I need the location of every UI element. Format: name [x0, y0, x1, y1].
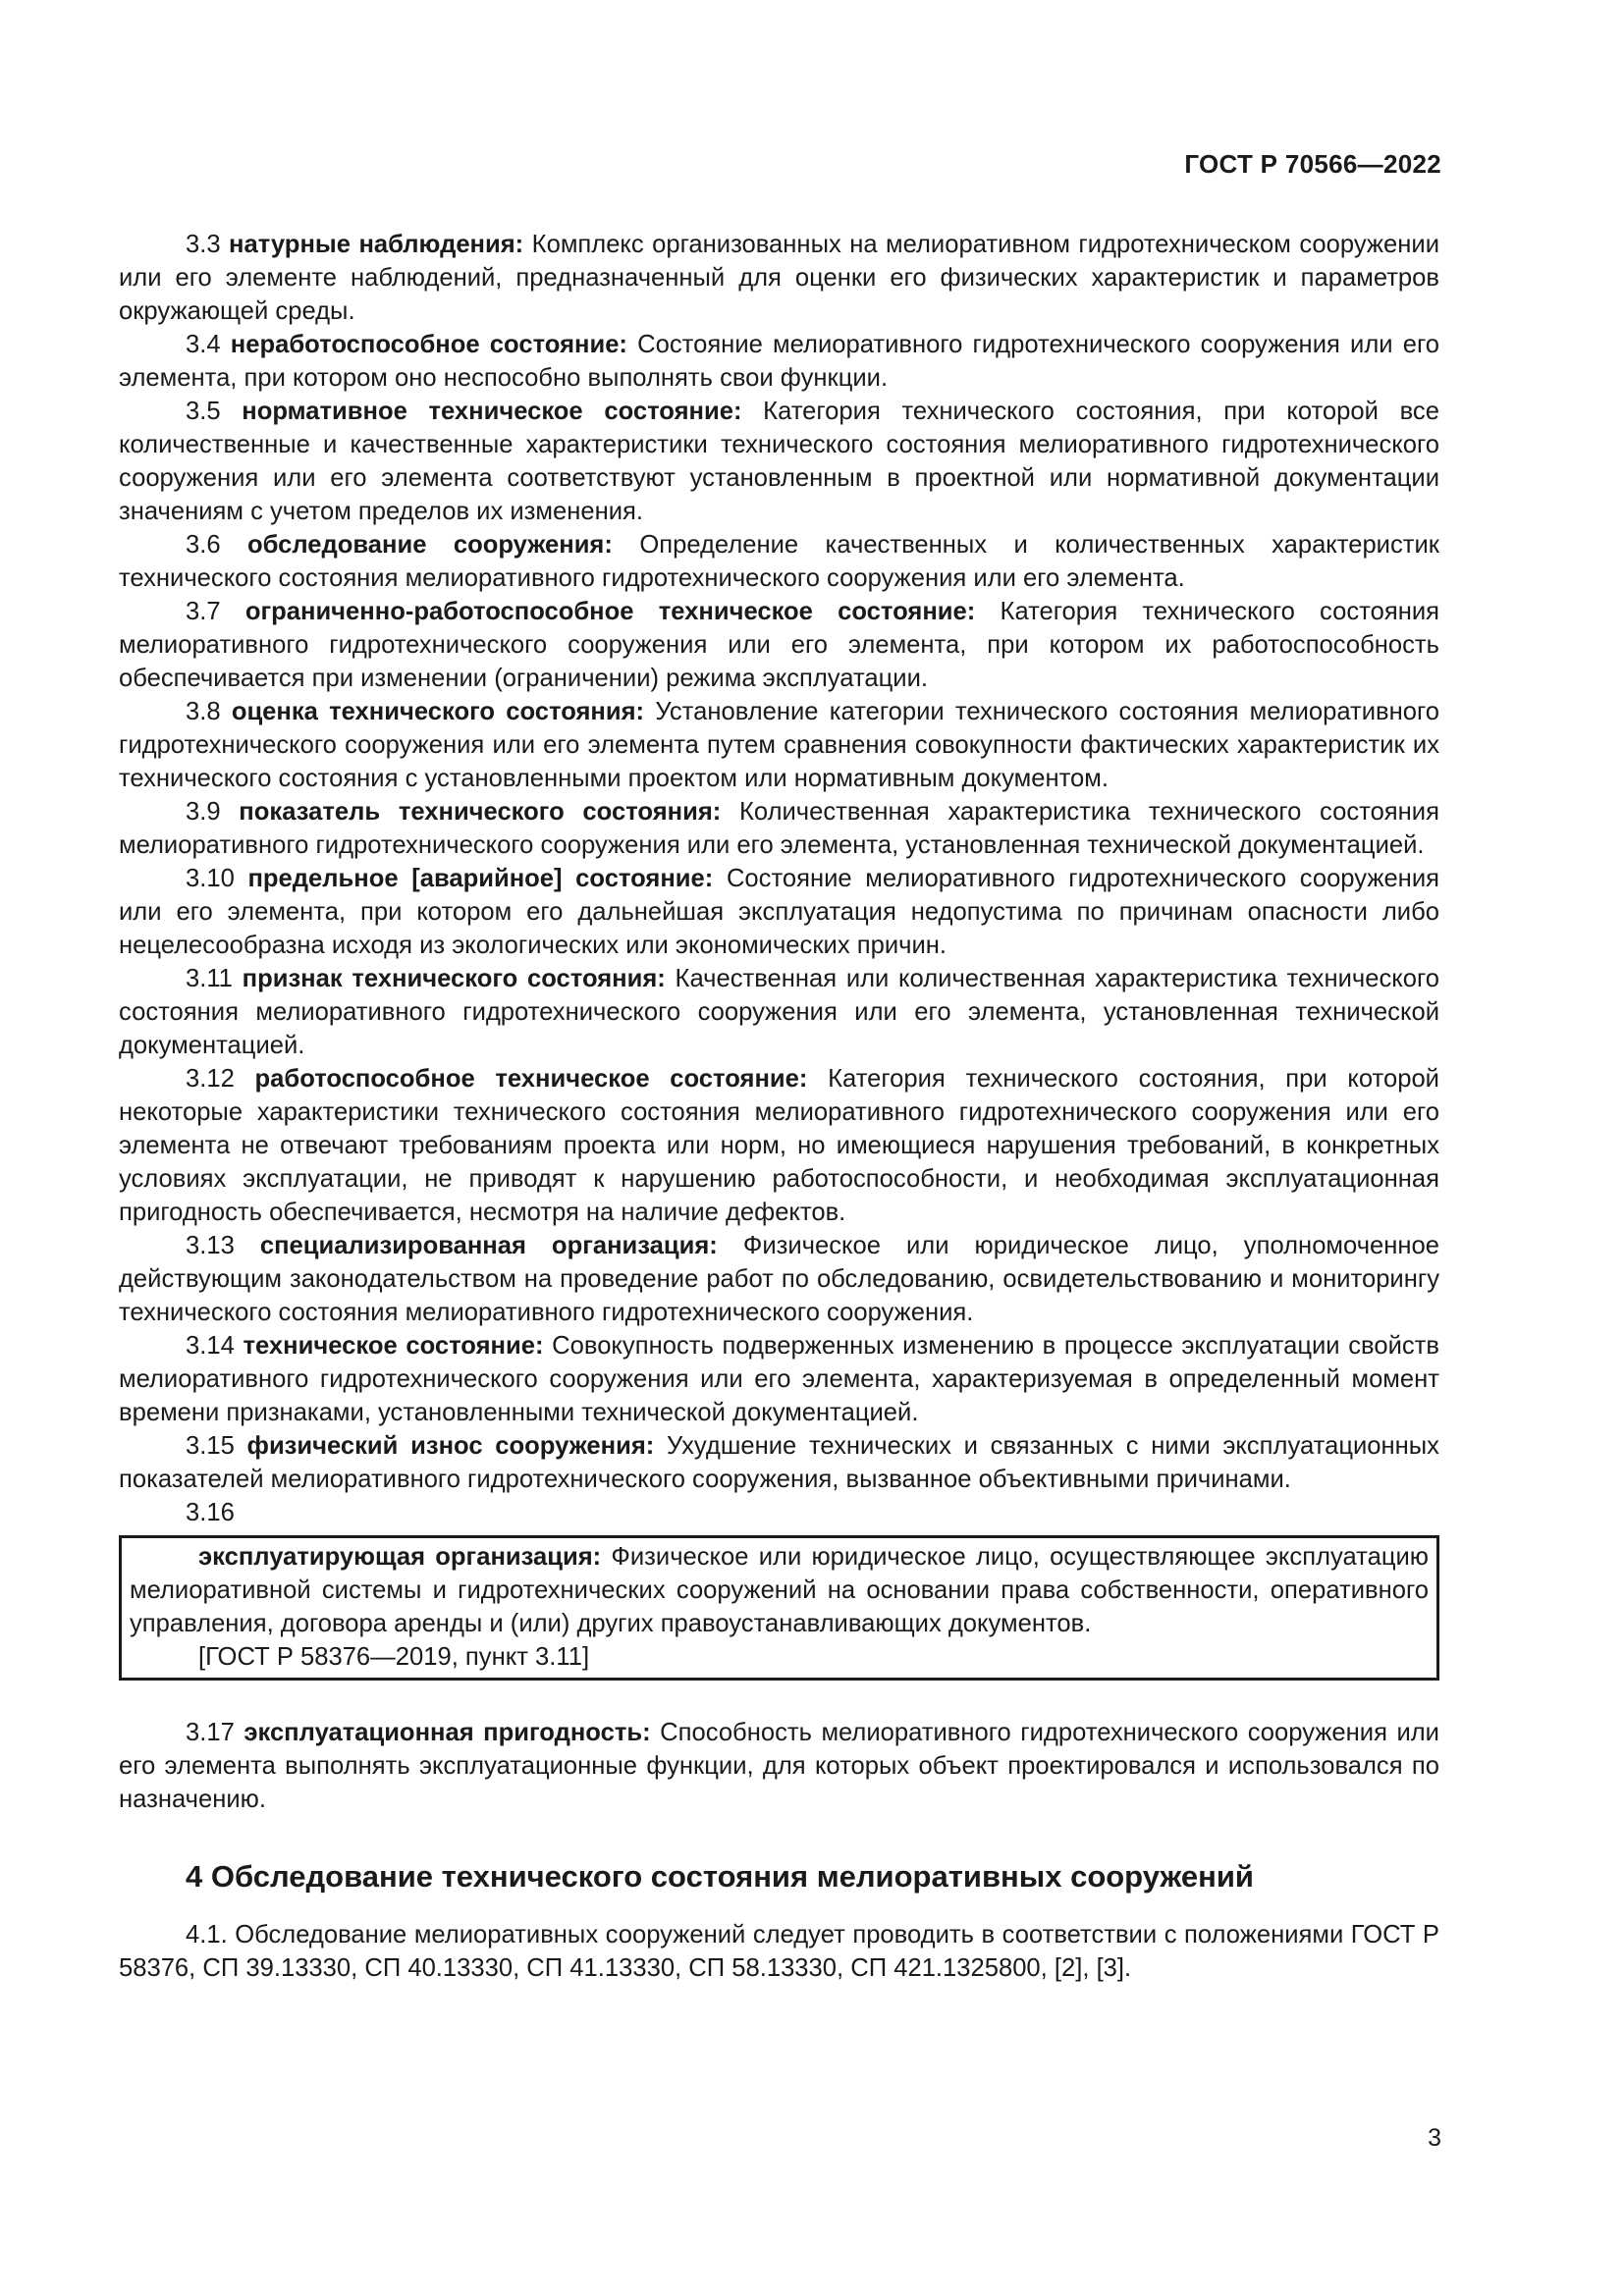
term-title: нормативное техническое состояние:: [242, 398, 742, 425]
term-entry-3-15: [119, 1429, 1439, 1496]
term-title: признак технического состояния:: [242, 965, 666, 992]
term-definition: Состояние мелиоративного гидротехнического сооружения или его элемента, при котором оно неспособно выполнять свои функции.: [119, 331, 1439, 392]
term-title: неработоспособное состояние:: [230, 331, 627, 358]
term-number: 3.9: [186, 798, 221, 826]
term-entry-3-14: [119, 1329, 1439, 1429]
term-definition: Качественная или количественная характеристика технического состояния мелиоративного гидротехнического сооружения или его элемента, установленная технической документацией.: [119, 965, 1439, 1059]
term-definition: Категория технического состояния, при которой все количественные и качественные характеристики технического состояния мелиоративного гидротехнического сооружения или его элемента соответствуют установленным в проектной или нормативной документации значениям с учетом пределов их изменения.: [119, 398, 1439, 525]
term-entry-3-8: [119, 695, 1439, 795]
term-entry-3-13: [119, 1229, 1439, 1329]
term-definition: Установление категории технического состояния мелиоративного гидротехнического сооружения или его элемента путем сравнения совокупности фактических характеристик их технического состояния с установленными проектом или нормативным документом.: [119, 698, 1439, 792]
term-title: обследование сооружения:: [247, 531, 613, 559]
term-title: физический износ сооружения:: [246, 1432, 655, 1460]
term-number-3-16: 3.16: [186, 1499, 235, 1526]
page-number: 3: [1428, 2124, 1441, 2152]
document-body: [119, 228, 1439, 1985]
term-number: 3.3: [186, 231, 221, 258]
term-entry-3-5: [119, 395, 1439, 528]
term-definition: Физическое или юридическое лицо, осуществляющее эксплуатацию мелиоративной системы и гидротехнических сооружений на основании права собственности, оперативного управления, договора аренды и (или) других правоустанавливающих документов.: [130, 1543, 1429, 1637]
term-definition: Совокупность подверженных изменению в процессе эксплуатации свойств мелиоративного гидротехнического сооружения или его элемента, характеризуемая в определенный момент времени признаками, установленными технической документацией.: [119, 1332, 1439, 1426]
term-title: работоспособное техническое состояние:: [254, 1065, 808, 1093]
term-number: 3.10: [186, 865, 235, 892]
term-title: эксплуатирующая организация:: [198, 1543, 602, 1571]
section-4-1-paragraph: 4.1. Обследование мелиоративных сооружений следует проводить в соответствии с положениями ГОСТ Р 58376, СП 39.13330, СП 40.13330, СП 41.13330, СП 58.13330, СП 421.1325800, [2], [3].: [119, 1921, 1439, 1982]
term-number: 3.6: [186, 531, 221, 559]
term-number: 3.7: [186, 598, 221, 625]
term-number: 3.15: [186, 1432, 235, 1460]
term-definition: Категория технического состояния, при которой некоторые характеристики технического состояния мелиоративного гидротехнического сооружения или его элемента не отвечают требованиям проекта или норм, но имеющиеся нарушения требований, в конкретных условиях эксплуатации, не приводят к нарушению работоспособности, и необходимая эксплуатационная пригодность обеспечивается, несмотря на наличие дефектов.: [119, 1065, 1439, 1226]
section-4-heading: 4 Обследование технического состояния мелиоративных сооружений: [186, 1859, 1254, 1894]
term-entry-3-17: [119, 1716, 1439, 1816]
term-number: 3.12: [186, 1065, 235, 1093]
boxed-term-3-16: [119, 1535, 1439, 1681]
term-entry-3-10: [119, 862, 1439, 962]
term-title: ограниченно-работоспособное техническое состояние:: [244, 598, 976, 625]
term-entry-3-3: [119, 228, 1439, 328]
term-entry-3-11: [119, 962, 1439, 1062]
term-entry-3-9: [119, 795, 1439, 862]
term-definition: Категория технического состояния мелиоративного гидротехнического сооружения или его элемента, при котором их работоспособность обеспечивается при изменении (ограничении) режима эксплуатации.: [119, 598, 1439, 692]
term-entry-3-6: [119, 528, 1439, 595]
term-definition: Количественная характеристика технического состояния мелиоративного гидротехнического сооружения или его элемента, установленная технической документацией.: [119, 798, 1439, 859]
boxed-term-text: [130, 1540, 1429, 1640]
term-number: 3.11: [186, 965, 233, 992]
term-title: предельное [аварийное] состояние:: [247, 865, 714, 892]
term-number: 3.4: [186, 331, 221, 358]
term-definition: Комплекс организованных на мелиоративном гидротехническом сооружении или его элементе наблюдений, предназначенный для оценки его физических характеристик и параметров окружающей среды.: [119, 231, 1439, 325]
term-source-reference: [ГОСТ Р 58376—2019, пункт 3.11]: [198, 1643, 590, 1671]
term-title: специализированная организация:: [259, 1232, 718, 1259]
term-definition: Ухудшение технических и связанных с ними эксплуатационных показателей мелиоративного гидротехнического сооружения, вызванное объективными причинами.: [119, 1432, 1439, 1493]
term-definition: Способность мелиоративного гидротехнического сооружения или его элемента выполнять эксплуатационные функции, для которых объект проектировался и использовался по назначению.: [119, 1719, 1439, 1813]
term-number: 3.13: [186, 1232, 235, 1259]
term-number: 3.17: [186, 1719, 235, 1746]
document-code-header: ГОСТ Р 70566—2022: [1184, 149, 1441, 179]
term-title: эксплуатационная пригодность:: [244, 1719, 651, 1746]
term-title: показатель технического состояния:: [239, 798, 722, 826]
term-definition: Определение качественных и количественных характеристик технического состояния мелиоративного гидротехнического сооружения или его элемента.: [119, 531, 1439, 592]
term-title: техническое состояние:: [243, 1332, 544, 1360]
term-number: 3.14: [186, 1332, 235, 1360]
term-title: оценка технического состояния:: [231, 698, 645, 725]
term-number: 3.8: [186, 698, 221, 725]
term-entry-3-4: [119, 328, 1439, 395]
term-number: 3.5: [186, 398, 221, 425]
term-definition: Состояние мелиоративного гидротехнического сооружения или его элемента, при котором его дальнейшая эксплуатация недопустима по причинам опасности либо нецелесообразна исходя из экологических или экономических причин.: [119, 865, 1439, 959]
term-definition: Физическое или юридическое лицо, уполномоченное действующим законодательством на проведение работ по обследованию, освидетельствованию и мониторингу технического состояния мелиоративного гидротехнического сооружения.: [119, 1232, 1439, 1326]
term-entry-3-12: [119, 1062, 1439, 1229]
term-title: натурные наблюдения:: [229, 231, 524, 258]
term-entry-3-7: [119, 595, 1439, 695]
